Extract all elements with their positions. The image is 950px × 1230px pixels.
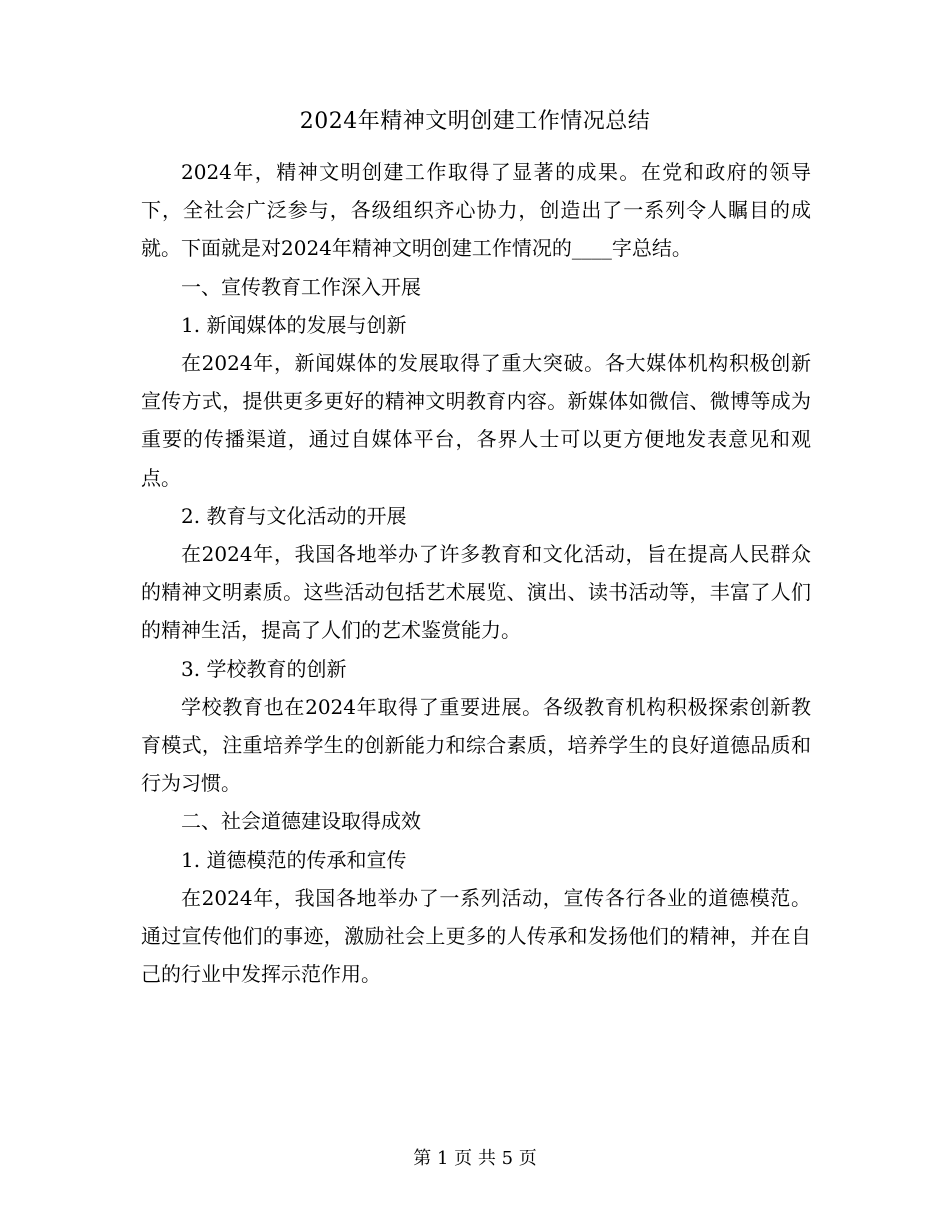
subsection-heading: 3. 学校教育的创新 <box>181 656 347 681</box>
subsection-heading: 2. 教育与文化活动的开展 <box>181 503 407 528</box>
document-body <box>141 153 811 993</box>
section-heading: 一、宣传教育工作深入开展 <box>181 274 421 299</box>
body-paragraph: 在2024年，新闻媒体的发展取得了重大突破。各大媒体机构积极创新宣传方式，提供更多更好的精神文明教育内容。新媒体如微信、微博等成为重要的传播渠道，通过自媒体平台，各界人士可以更方便地发表意见和观点。 <box>141 351 811 490</box>
page-footer: 第 1 页 共 5 页 <box>413 1148 537 1169</box>
subsection-heading: 1. 新闻媒体的发展与创新 <box>181 312 407 337</box>
subsection-heading: 1. 道德模范的传承和宣传 <box>181 847 407 872</box>
intro-paragraph: 2024年，精神文明创建工作取得了显著的成果。在党和政府的领导下，全社会广泛参与，各级组织齐心协力，创造出了一系列令人瞩目的成就。下面就是对2024年精神文明创建工作情况的____字总结。 <box>141 160 811 261</box>
body-paragraph: 学校教育也在2024年取得了重要进展。各级教育机构积极探索创新教育模式，注重培养学生的创新能力和综合素质，培养学生的良好道德品质和行为习惯。 <box>141 694 811 796</box>
body-paragraph: 在2024年，我国各地举办了许多教育和文化活动，旨在提高人民群众的精神文明素质。这些活动包括艺术展览、演出、读书活动等，丰富了人们的精神生活，提高了人们的艺术鉴赏能力。 <box>141 542 811 643</box>
body-paragraph: 在2024年，我国各地举办了一系列活动，宣传各行各业的道德模范。通过宣传他们的事迹，激励社会上更多的人传承和发扬他们的精神，并在自己的行业中发挥示范作用。 <box>141 885 811 987</box>
section-heading: 二、社会道德建设取得成效 <box>181 809 421 834</box>
document-title: 2024年精神文明创建工作情况总结 <box>299 109 651 134</box>
